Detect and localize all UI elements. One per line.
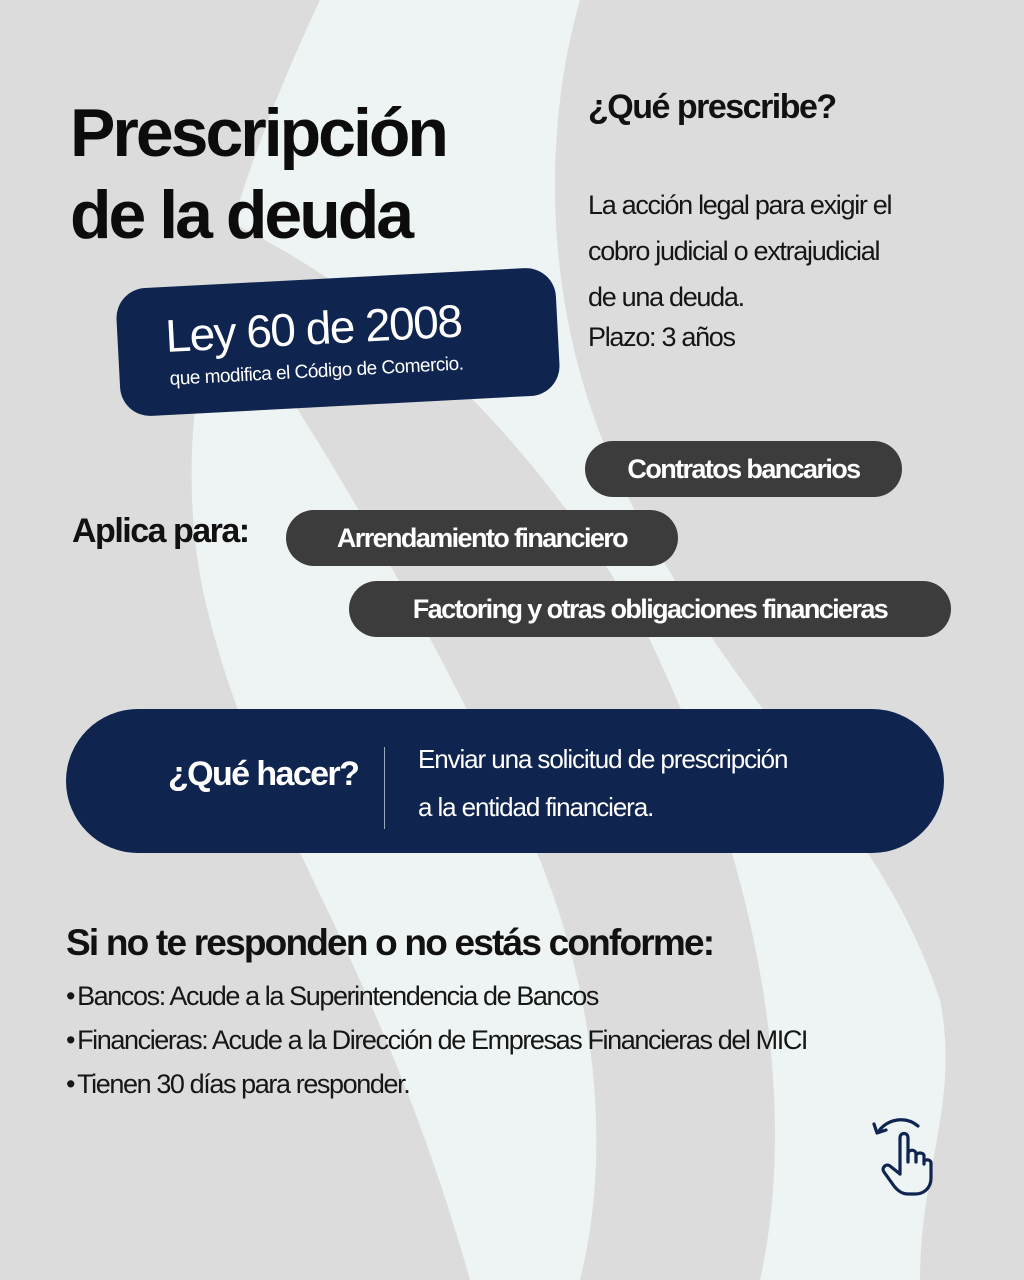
pill-arrendamiento-financiero: Arrendamiento financiero — [286, 510, 678, 566]
que-prescribe-heading: ¿Qué prescribe? — [588, 88, 836, 126]
law-subtitle: que modifica el Código de Comercio. — [169, 353, 464, 390]
footer-bullet-list — [66, 974, 807, 1106]
bullet-financieras: • Financieras: Acude a la Dirección de Empresas Financieras del MICI — [66, 1018, 807, 1062]
que-hacer-text — [418, 735, 787, 831]
que-hacer-line: Enviar una solicitud de prescripción — [418, 744, 788, 774]
que-prescribe-body — [588, 182, 968, 360]
plazo-text: Plazo: 3 años — [588, 322, 735, 352]
bullet-plazo-respuesta: • Tienen 30 días para responder. — [66, 1062, 807, 1106]
que-hacer-line: a la entidad financiera. — [418, 792, 654, 822]
swipe-hand-icon[interactable] — [870, 1114, 942, 1198]
pill-factoring: Factoring y otras obligaciones financieras — [349, 581, 951, 637]
que-hacer-box — [66, 709, 944, 853]
que-prescribe-line: de una deuda. — [588, 282, 744, 312]
title-line-2: de la deuda — [70, 177, 412, 253]
title-line-1: Prescripción — [70, 95, 446, 171]
aplica-label: Aplica para: — [72, 512, 249, 550]
que-prescribe-line: cobro judicial o extrajudicial — [588, 236, 880, 266]
que-hacer-label: ¿Qué hacer? — [168, 755, 359, 793]
que-hacer-divider — [384, 747, 385, 829]
bullet-bancos: • Bancos: Acude a la Superintendencia de Bancos — [66, 974, 807, 1018]
que-prescribe-line: La acción legal para exigir el — [588, 190, 892, 220]
law-title: Ley 60 de 2008 — [164, 294, 463, 362]
footer-heading: Si no te responden o no estás conforme: — [66, 922, 714, 963]
law-badge — [115, 267, 561, 418]
page-title — [70, 92, 446, 256]
pill-contratos-bancarios: Contratos bancarios — [585, 441, 902, 497]
